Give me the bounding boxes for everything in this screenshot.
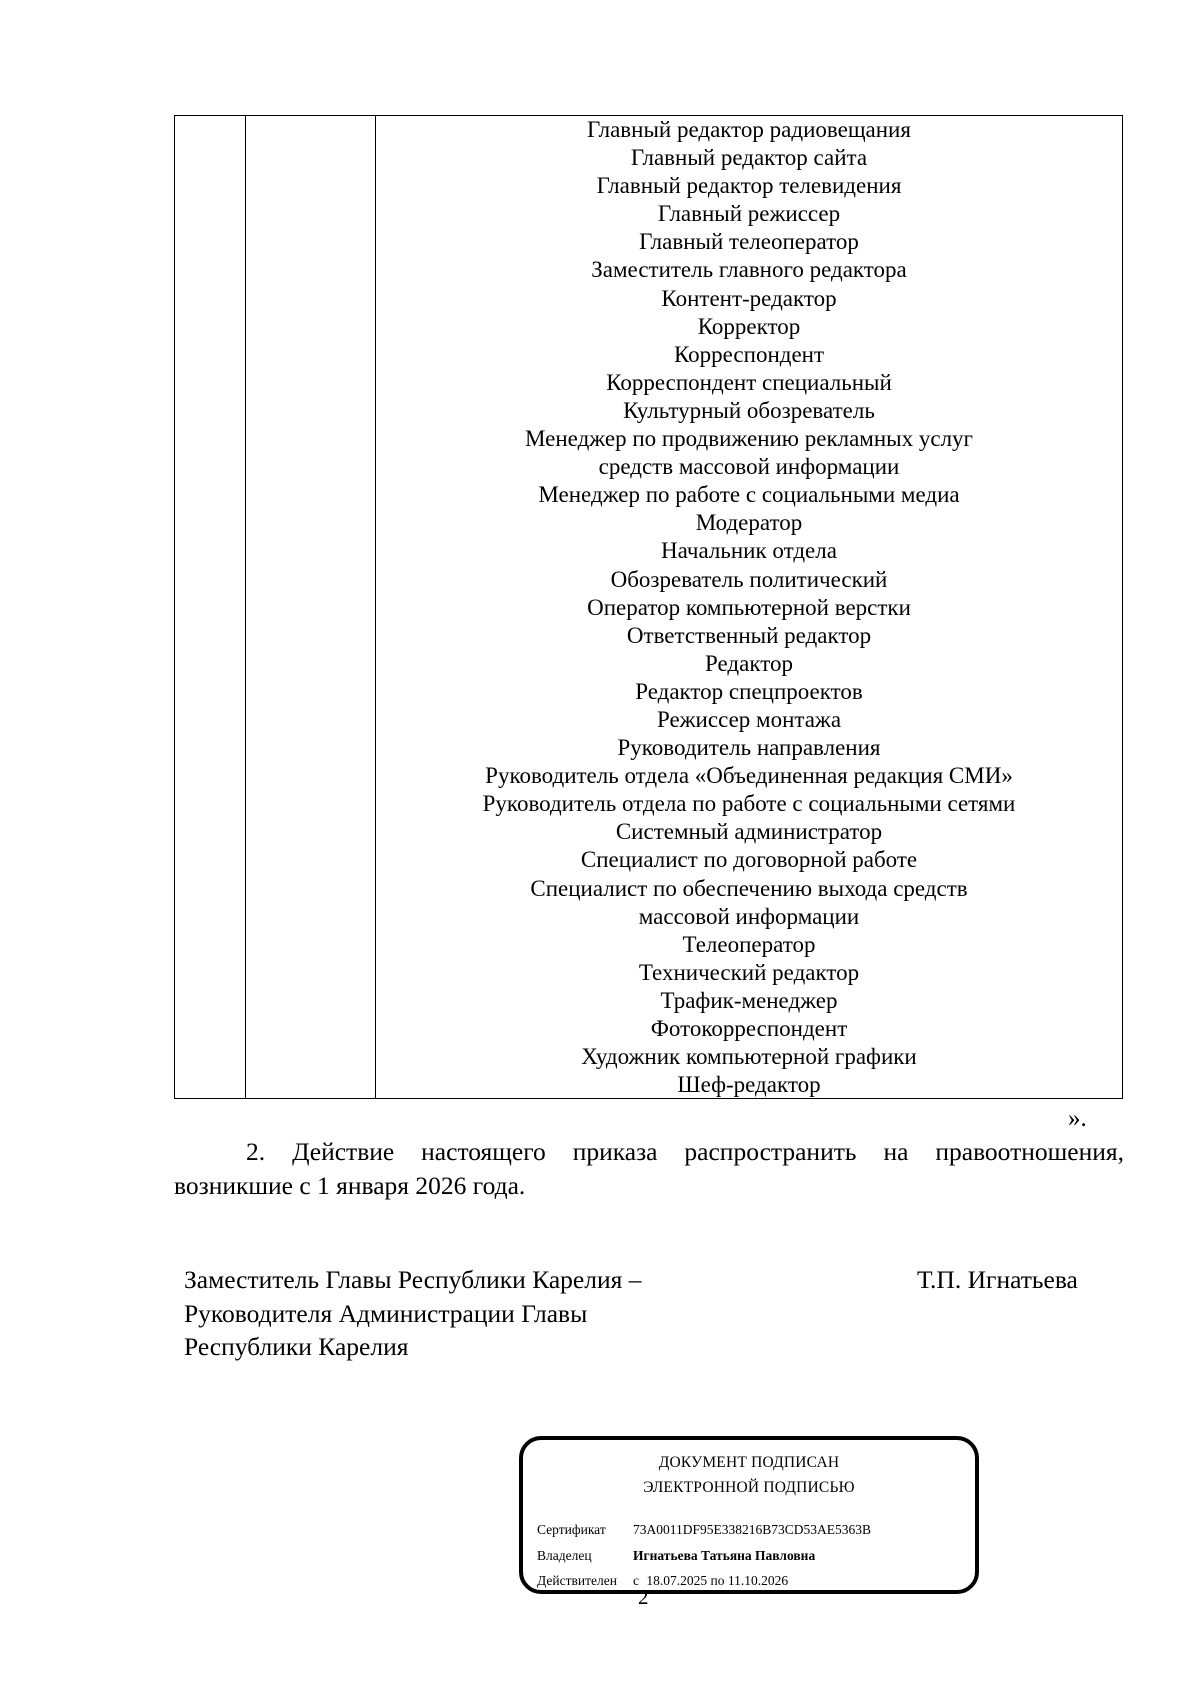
position-item: Технический редактор bbox=[638, 959, 860, 985]
signatory-title-line: Республики Карелия bbox=[184, 1332, 409, 1361]
positions-table bbox=[174, 115, 1123, 1099]
position-item: Обозреватель политический bbox=[610, 566, 888, 592]
page-number: 2 bbox=[638, 1585, 649, 1609]
table-column-positions bbox=[376, 116, 1122, 1098]
positions-list bbox=[376, 116, 1122, 1099]
position-item: Телеоператор bbox=[682, 931, 816, 957]
owner-label: Владелец bbox=[537, 1548, 592, 1563]
position-item: Контент-редактор bbox=[661, 285, 837, 311]
position-item: Ответственный редактор bbox=[626, 622, 872, 648]
position-item: Корректор bbox=[697, 313, 801, 339]
position-item: Главный режиссер bbox=[657, 201, 841, 227]
position-item: Режиссер монтажа bbox=[656, 706, 842, 732]
position-item: Фотокорреспондент bbox=[650, 1016, 848, 1041]
table-column-number bbox=[175, 116, 246, 1098]
paragraph-2 bbox=[174, 1135, 1124, 1203]
table-column-group bbox=[246, 116, 376, 1098]
validity-label: Действителен bbox=[537, 1573, 617, 1588]
position-item: Руководитель направления bbox=[617, 735, 881, 761]
position-item: Редактор bbox=[705, 650, 793, 676]
certificate-label: Сертификат bbox=[537, 1522, 606, 1537]
position-item: Шеф-редактор bbox=[677, 1072, 821, 1098]
position-item: Редактор спецпроектов bbox=[635, 678, 863, 704]
stamp-validity-row bbox=[537, 1573, 788, 1589]
position-item: Специалист по обеспечению выхода средств bbox=[530, 875, 968, 901]
stamp-heading-line-2: ЭЛЕКТРОННОЙ ПОДПИСЬЮ bbox=[643, 1479, 855, 1496]
position-item: Культурный обозреватель bbox=[623, 397, 875, 423]
certificate-value: 73A0011DF95E338216B73CD53AE5363B bbox=[633, 1522, 872, 1537]
valid-from-date: 18.07.2025 bbox=[646, 1573, 708, 1588]
position-item: Художник компьютерной графики bbox=[581, 1044, 917, 1070]
position-item: Системный администратор bbox=[615, 819, 883, 845]
position-item: средств массовой информации bbox=[598, 454, 900, 480]
valid-to-date: 11.10.2026 bbox=[727, 1573, 789, 1588]
stamp-owner-row bbox=[537, 1548, 815, 1564]
owner-value: Игнатьева Татьяна Павловна bbox=[633, 1548, 816, 1563]
signatory-title-line: Заместитель Главы Республики Карелия – bbox=[184, 1265, 642, 1294]
position-item: Главный телеоператор bbox=[639, 229, 859, 255]
position-item: Корреспондент специальный bbox=[606, 369, 892, 395]
position-item: массовой информации bbox=[638, 903, 860, 929]
position-item: Главный редактор телевидения bbox=[596, 173, 902, 199]
position-item: Специалист по договорной работе bbox=[580, 847, 918, 873]
position-item: Главный редактор сайта bbox=[630, 145, 868, 171]
valid-to-prefix: по bbox=[710, 1573, 725, 1588]
position-item: Менеджер по работе с социальными медиа bbox=[538, 482, 960, 508]
paragraph-line-2: возникшие с 1 января 2026 года. bbox=[174, 1171, 526, 1200]
paragraph-line-1 bbox=[174, 1135, 1124, 1169]
stamp-certificate-row bbox=[537, 1522, 871, 1538]
valid-from-prefix: с bbox=[633, 1573, 639, 1588]
position-item: Корреспондент bbox=[673, 341, 825, 367]
position-item: Оператор компьютерной верстки bbox=[587, 594, 911, 620]
stamp-heading bbox=[523, 1450, 975, 1500]
closing-quote: ». bbox=[1068, 1105, 1087, 1132]
position-item: Руководитель отдела по работе с социальными сетями bbox=[482, 791, 1016, 817]
position-item: Менеджер по продвижению рекламных услуг bbox=[525, 426, 973, 452]
position-item: Модератор bbox=[695, 510, 803, 536]
position-item: Начальник отдела bbox=[661, 538, 837, 564]
position-item: Главный редактор радиовещания bbox=[587, 117, 911, 142]
signatory-title bbox=[184, 1263, 641, 1364]
signatory-name: Т.П. Игнатьева bbox=[917, 1265, 1078, 1294]
electronic-signature-stamp bbox=[519, 1436, 979, 1594]
position-item: Руководитель отдела «Объединенная редакция СМИ» bbox=[485, 763, 1013, 789]
signatory-title-line: Руководителя Администрации Главы bbox=[184, 1298, 588, 1328]
position-item: Заместитель главного редактора bbox=[591, 257, 907, 283]
paragraph-line-1-text: 2. Действие настоящего приказа распространить на правоотношения, bbox=[246, 1137, 1124, 1166]
stamp-heading-line-1: ДОКУМЕНТ ПОДПИСАН bbox=[658, 1454, 840, 1471]
position-item: Трафик-менеджер bbox=[660, 987, 838, 1013]
